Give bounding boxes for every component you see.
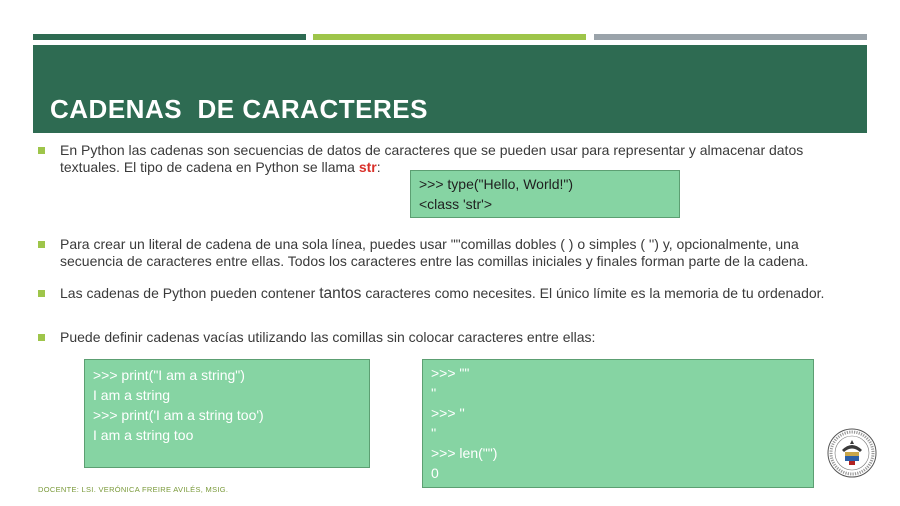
header-stripe-green — [313, 34, 586, 40]
code-box-type — [410, 170, 680, 218]
code-line: >>> len("") — [431, 445, 498, 461]
bullet-text-length — [60, 285, 860, 302]
bullet-1-text: En Python las cadenas son secuencias de datos de caracteres que se pueden usar para representar y almacenar datos textuales. El tipo de cadena en Python se llama — [60, 142, 804, 175]
str-keyword: str — [358, 159, 377, 175]
bullet-3-emph: tantos — [319, 285, 362, 302]
header-stripe-gray — [594, 34, 867, 40]
code-box-empty-strings — [422, 359, 814, 488]
code-line: I am a string — [93, 387, 171, 403]
code-box-print — [84, 359, 370, 468]
university-seal-icon — [827, 428, 877, 478]
slide-title: CADENAS DE CARACTERES — [50, 94, 428, 124]
bullet-1-tail: : — [376, 159, 381, 175]
bullet-marker — [38, 290, 45, 297]
code-line: >>> type("Hello, World!") — [419, 176, 574, 192]
bullet-marker — [38, 241, 45, 248]
code-line: '' — [431, 425, 437, 441]
bullet-3-pre: Las cadenas de Python pueden contener — [60, 285, 320, 301]
code-line: >>> "" — [431, 365, 470, 381]
code-line: I am a string too — [93, 427, 194, 443]
code-line: <class 'str'> — [419, 196, 493, 212]
code-line: 0 — [431, 465, 439, 481]
code-line: '' — [431, 385, 437, 401]
code-line: >>> '' — [431, 405, 465, 421]
code-line: >>> print('I am a string too') — [93, 407, 264, 423]
header-stripe-dark — [33, 34, 306, 40]
bullet-text-literal: Para crear un literal de cadena de una sola línea, puedes usar ""comillas dobles ( ) o simples ( '') y, opcionalmente, una secuencia de caracteres entre ellas. Todos los caracteres entre las comillas iniciales y finales forman parte de la cadena. — [60, 236, 809, 269]
bullet-text-empty: Puede definir cadenas vacías utilizando las comillas sin colocar caracteres entre ellas: — [60, 329, 596, 345]
footer-author: DOCENTE: LSI. VERÓNICA FREIRE AVILÉS, MSIG. — [38, 485, 229, 494]
bullet-3-post: caracteres como necesites. El único límite es la memoria de tu ordenador. — [361, 285, 825, 301]
bullet-marker — [38, 147, 45, 154]
bullet-marker — [38, 334, 45, 341]
code-line: >>> print("I am a string") — [93, 367, 245, 383]
